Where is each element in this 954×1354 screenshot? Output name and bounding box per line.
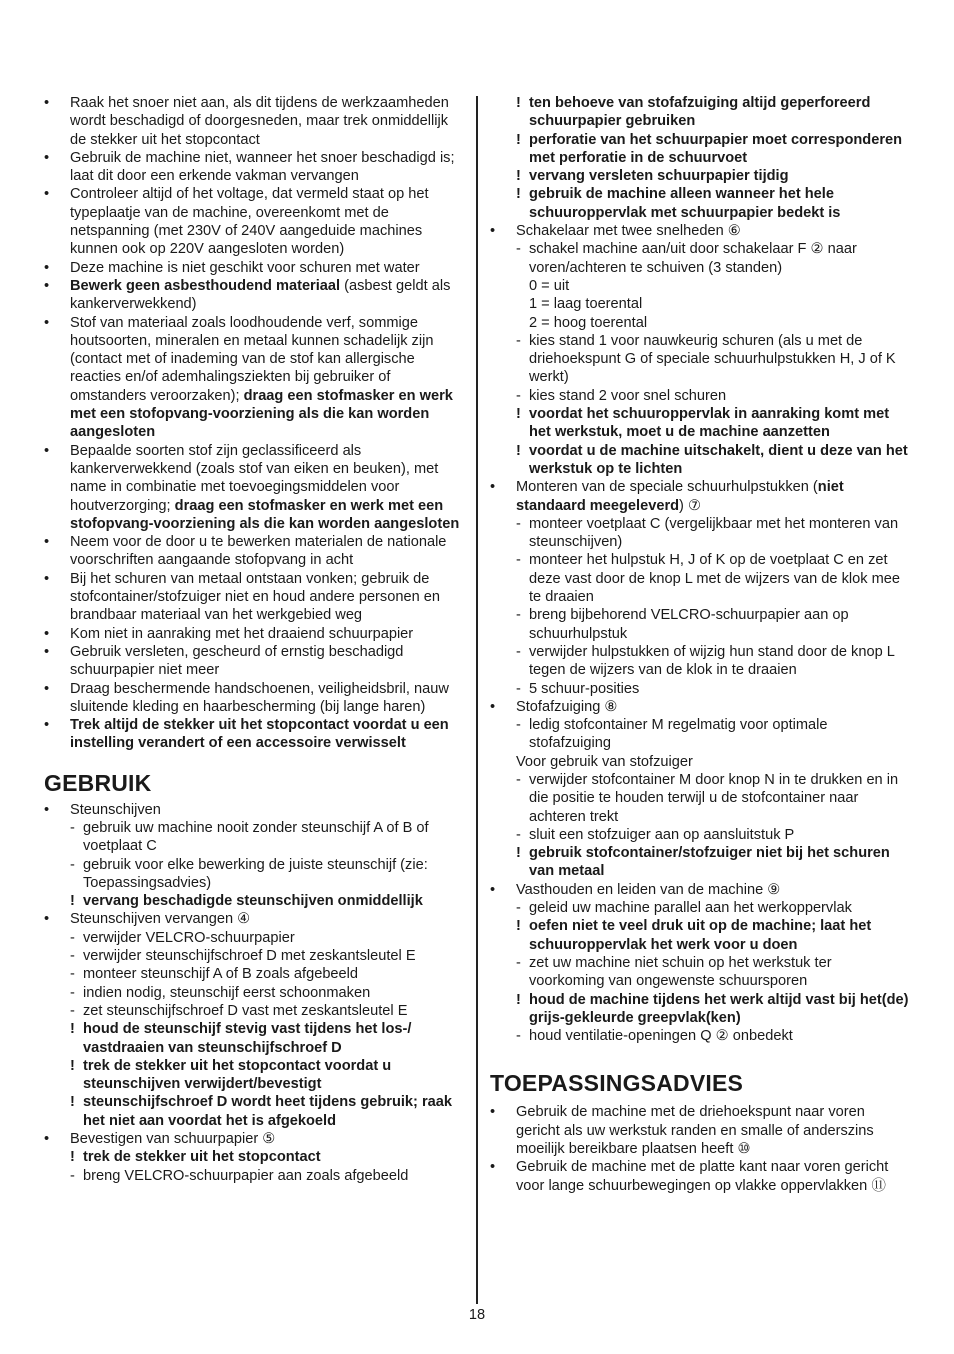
text-segment: Bepaalde soorten stof zijn geclassificeerd als kankerverwekkend (zoals stof van eiken en beuken), met name in combinatie met toevoegingsmiddelen voor houtverzorging; [70, 442, 439, 514]
text-segment: indien nodig, steunschijf eerst schoonmaken [83, 984, 371, 1001]
safety-list [44, 94, 464, 753]
left-column [44, 94, 464, 1185]
text-segment: Bevestigen van schuurpapier ⑤ [70, 1131, 276, 1148]
text-segment: voordat het schuuroppervlak in aanraking komt met het werkstuk, moet u de machine aanzetten [529, 406, 890, 441]
bullet-item [44, 801, 464, 819]
text-segment: Schakelaar met twee snelheden ⑥ [516, 223, 741, 240]
dash-item [490, 1027, 910, 1045]
text-segment: schakel machine aan/uit door schakelaar F ② naar voren/achteren te schuiven (3 standen) [529, 241, 857, 276]
bullet-item [44, 149, 464, 186]
bullet-item [44, 533, 464, 570]
text-segment: kies stand 1 voor nauwkeurig schuren (als u met de driehoekspunt G of speciale schuurhulpstukken H, J of K werkt) [529, 332, 896, 386]
text-segment: draag een stofmasker en werk met een stofopvang-voorziening als die kan worden aangesloten [70, 497, 460, 532]
bullet-item [44, 277, 464, 314]
dash-item [44, 965, 464, 983]
text-segment: breng bijbehorend VELCRO-schuurpapier aan op schuurhulpstuk [529, 607, 849, 642]
warning-item [490, 167, 910, 185]
bullet-item [44, 625, 464, 643]
bullet-item [44, 442, 464, 533]
column-divider [476, 96, 478, 1304]
dash-item [490, 771, 910, 826]
warning-item [44, 1020, 464, 1057]
text-segment: oefen niet te veel druk uit op de machine; laat het schuuroppervlak het werk voor u doen [529, 918, 872, 953]
warning-item [490, 917, 910, 954]
text-segment: breng VELCRO-schuurpapier aan zoals afgebeeld [83, 1167, 409, 1184]
advice-list [490, 1103, 910, 1194]
bullet-item [44, 1130, 464, 1148]
text-segment: 5 schuur-posities [529, 680, 640, 697]
bullet-item [490, 1103, 910, 1158]
text-segment: kies stand 2 voor snel schuren [529, 387, 727, 404]
text-segment: monteer het hulpstuk H, J of K op de voetplaat C en zet deze vast door de knop L met de wijzers van de klok mee te draaien [529, 552, 900, 606]
text-segment: Gebruik versleten, gescheurd of ernstig beschadigd schuurpapier niet meer [70, 643, 404, 679]
text-segment: Kom niet in aanraking met het draaiend schuurpapier [70, 625, 414, 642]
bullet-item [44, 716, 464, 753]
text-segment: Raak het snoer niet aan, als dit tijdens de werkzaamheden wordt beschadigd of doorgesneden, maar trek onmiddellijk de stekker uit het stopcontact [70, 95, 449, 148]
text-segment: verwijder steunschijfschroef D met zeskantsleutel E [83, 948, 416, 965]
warning-item [44, 1148, 464, 1166]
text-segment: ledig stofcontainer M regelmatig voor optimale stofafzuiging [529, 717, 828, 752]
bullet-item [44, 680, 464, 717]
text-segment: gebruik uw machine nooit zonder steunschijf A of B of voetplaat C [83, 819, 429, 855]
text-segment: geleid uw machine parallel aan het werkoppervlak [529, 900, 852, 917]
text-segment: trek de stekker uit het stopcontact voordat u steunschijven verwijdert/bevestigt [83, 1057, 392, 1093]
dash-item [490, 716, 910, 753]
text-segment: Stof van materiaal zoals loodhoudende verf, sommige houtsoorten, mineralen en metaal kunnen schadelijk zijn (contact met of inademing van de stof kan allergische reacties en/of ademhalingsziekten bij gebruiker of omstanders veroorzaken); [70, 314, 434, 404]
dash-item [490, 680, 910, 698]
dash-item [490, 515, 910, 552]
text-segment: Voor gebruik van stofzuiger [516, 753, 693, 770]
warning-item [490, 94, 910, 131]
text-segment: 0 = uit [529, 277, 570, 294]
dash-item [490, 240, 910, 277]
usage-list-continued [490, 94, 910, 1045]
text-segment: ten behoeve van stofafzuiging altijd geperforeerd schuurpapier gebruiken [529, 95, 871, 130]
bullet-item [490, 881, 910, 899]
text-segment: sluit een stofzuiger aan op aansluitstuk P [529, 826, 795, 843]
dash-item [44, 984, 464, 1002]
text-segment: 2 = hoog toerental [529, 314, 648, 331]
bullet-item [490, 222, 910, 240]
text-segment: houd de steunschijf stevig vast tijdens het los-/ vastdraaien van steunschijfschroef D [83, 1021, 412, 1056]
dash-item [44, 947, 464, 965]
warning-item [490, 405, 910, 442]
dash-item [490, 899, 910, 917]
text-segment: Neem voor de door u te bewerken materialen de nationale voorschriften aangaande stofopvang in acht [70, 534, 447, 569]
right-column [490, 94, 910, 1195]
bullet-item [490, 478, 910, 515]
text-segment: Vasthouden en leiden van de machine ⑨ [516, 881, 781, 898]
warning-item [490, 991, 910, 1028]
text-segment: Steunschijven [70, 801, 161, 818]
text-segment: Steunschijven vervangen ④ [70, 911, 251, 928]
text-segment: monteer steunschijf A of B zoals afgebeeld [83, 966, 359, 983]
dash-item [44, 819, 464, 856]
warning-item [490, 442, 910, 479]
text-segment: zet steunschijfschroef D vast met zeskantsleutel E [83, 1002, 408, 1019]
text-segment: (asbest geldt als kankerverwekkend) [70, 277, 451, 313]
bullet-item [490, 698, 910, 716]
text-segment: Monteren van de speciale schuurhulpstukken ( [516, 479, 818, 496]
text-segment: Draag beschermende handschoenen, veiligheidsbril, nauw sluitende kleding en haarbescherming (bij lange haren) [70, 680, 449, 715]
text-segment: verwijder VELCRO-schuurpapier [83, 929, 295, 946]
text-segment: verwijder hulpstukken of wijzig hun stand door de knop L tegen de wijzers van de klok in te draaien [529, 643, 895, 679]
text-segment: gebruik stofcontainer/stofzuiger niet bij het schuren van metaal [529, 845, 890, 880]
bullet-item [44, 94, 464, 149]
bullet-item [44, 643, 464, 680]
page-number: 18 [468, 1307, 486, 1323]
warning-item [44, 892, 464, 910]
bullet-item [44, 570, 464, 625]
section-heading-toepassingsadvies: TOEPASSINGSADVIES [490, 1070, 744, 1097]
setting-line [490, 314, 910, 332]
text-segment: Bewerk geen asbesthoudend materiaal [70, 277, 341, 294]
warning-item [490, 185, 910, 222]
bullet-item [44, 314, 464, 442]
dash-item [490, 643, 910, 680]
plain-line [490, 753, 910, 771]
text-segment: Trek altijd de stekker uit het stopcontact voordat u een instelling verandert of een accessoire verwisselt [70, 717, 449, 752]
warning-item [490, 844, 910, 881]
dash-item [490, 826, 910, 844]
dash-item [490, 606, 910, 643]
text-segment: Deze machine is niet geschikt voor schuren met water [70, 259, 420, 276]
setting-line [490, 295, 910, 313]
text-segment: houd ventilatie-openingen Q ② onbedekt [529, 1028, 793, 1045]
bullet-item [44, 259, 464, 277]
warning-item [490, 131, 910, 168]
text-segment: Stofafzuiging ⑧ [516, 698, 618, 715]
setting-line [490, 277, 910, 295]
dash-item [490, 332, 910, 387]
text-segment: Gebruik de machine met de platte kant naar voren gericht voor lange schuurbewegingen op vlakke oppervlakken ⑪ [516, 1159, 889, 1194]
bullet-item [44, 910, 464, 928]
warning-item [44, 1093, 464, 1130]
text-segment: vervang beschadigde steunschijven onmiddellijk [83, 893, 423, 910]
bullet-item [44, 185, 464, 258]
text-segment: vervang versleten schuurpapier tijdig [529, 168, 789, 185]
text-segment: Bij het schuren van metaal ontstaan vonken; gebruik de stofcontainer/stofzuiger niet en houd andere personen en brandbaar materiaal van het werkgebied weg [70, 570, 440, 624]
dash-item [44, 1002, 464, 1020]
bullet-item [490, 1158, 910, 1195]
text-segment: niet standaard meegeleverd [516, 479, 844, 514]
text-segment: gebruik voor elke bewerking de juiste steunschijf (zie: Toepassingsadvies) [83, 856, 428, 891]
text-segment: voordat u de machine uitschakelt, dient u deze van het werkstuk op te lichten [529, 442, 908, 477]
text-segment: perforatie van het schuurpapier moet corresponderen met perforatie in de schuurvoet [529, 131, 903, 166]
dash-item [490, 551, 910, 606]
dash-item [44, 1167, 464, 1185]
text-segment: zet uw machine niet schuin op het werkstuk ter voorkoming van ongewenste schuursporen [529, 954, 832, 990]
text-segment: monteer voetplaat C (vergelijkbaar met het monteren van steunschijven) [529, 515, 899, 551]
usage-list [44, 801, 464, 1185]
dash-item [490, 387, 910, 405]
text-segment: Controleer altijd of het voltage, dat vermeld staat op het typeplaatje van de machine, overeenkomt met de netspanning (met 230V of 240V aangeduide machines kunnen ook op 220V aangesloten worden) [70, 186, 429, 258]
section-heading-gebruik: GEBRUIK [44, 769, 152, 796]
dash-item [490, 954, 910, 991]
dash-item [44, 856, 464, 893]
text-segment: Gebruik de machine niet, wanneer het snoer beschadigd is; laat dit door een erkende vakman vervangen [70, 149, 455, 185]
text-segment: gebruik de machine alleen wanneer het hele schuuroppervlak met schuurpapier bedekt is [529, 186, 841, 221]
dash-item [44, 929, 464, 947]
text-segment: houd de machine tijdens het werk altijd vast bij het(de) grijs-gekleurde greepvlak(ken) [529, 991, 909, 1026]
text-segment: draag een stofmasker en werk met een stofopvang-voorziening als die kan worden aangesloten [70, 387, 453, 441]
warning-item [44, 1057, 464, 1094]
text-segment: Gebruik de machine met de driehoekspunt naar voren gericht als uw werkstuk randen en smalle of anderszins moeilijk bereikbare plaatsen heeft ⑩ [516, 1104, 874, 1158]
text-segment: 1 = laag toerental [529, 296, 643, 313]
text-segment: ) ⑦ [679, 497, 702, 514]
text-segment: verwijder stofcontainer M door knop N in te drukken en in die positie te houden terwijl u de stofcontainer naar achteren trekt [529, 771, 899, 825]
text-segment: steunschijfschroef D wordt heet tijdens gebruik; raak het niet aan voordat het is afgekoeld [83, 1094, 452, 1129]
text-segment: trek de stekker uit het stopcontact [83, 1149, 321, 1166]
